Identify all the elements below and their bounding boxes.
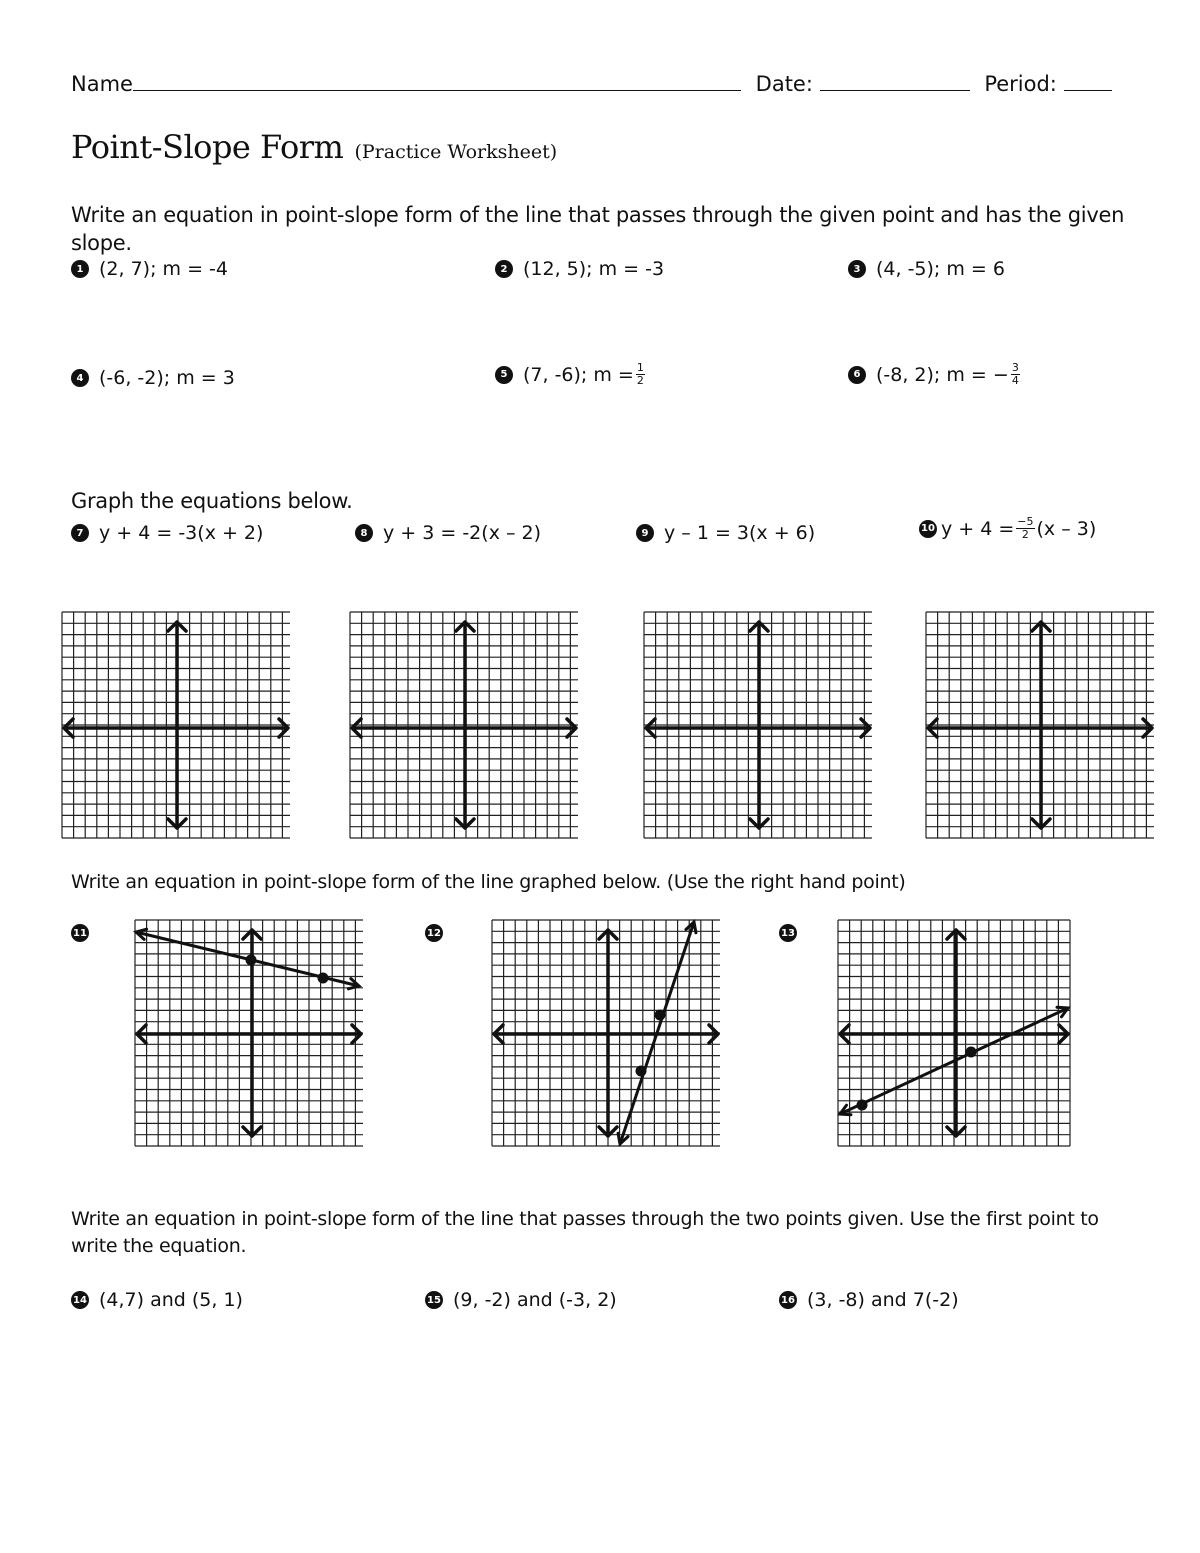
problem-1 (71, 258, 228, 280)
problem-5 (495, 362, 647, 387)
problem-3 (848, 258, 1005, 280)
problem-number: 3 (848, 260, 866, 278)
fraction-denominator: 4 (1011, 374, 1019, 387)
problem-text: (12, 5); m = -3 (523, 258, 665, 280)
problem-text: y – 1 = 3(x + 6) (664, 522, 816, 544)
title-sub: (Practice Worksheet) (354, 141, 558, 163)
grid-problem-8[interactable] (348, 610, 580, 840)
grid-problem-10[interactable] (924, 610, 1156, 840)
fraction-denominator: 2 (636, 374, 644, 387)
problem-text: (-8, 2); m = − (876, 363, 1009, 386)
problem-text: (9, -2) and (-3, 2) (453, 1289, 617, 1311)
problem-number: 11 (71, 924, 89, 942)
point-dot (636, 1066, 647, 1077)
date-field[interactable] (820, 72, 970, 91)
problem-8 (355, 522, 541, 544)
grid-problem-7[interactable] (60, 610, 292, 840)
problem-16 (779, 1289, 959, 1311)
problem-number: 16 (779, 1291, 797, 1309)
grid-problem-13 (836, 918, 1072, 1148)
header-line (71, 72, 1123, 96)
slope-fraction (1011, 362, 1020, 387)
period-label: Period: (984, 72, 1057, 96)
problem-number: 1 (71, 260, 89, 278)
fraction-numerator: −5 (1017, 515, 1034, 528)
point-dot (966, 1047, 977, 1058)
problem-number: 9 (636, 524, 654, 542)
problem-14 (71, 1289, 243, 1311)
problem-number: 7 (71, 524, 89, 542)
problem-text: (3, -8) and 7(-2) (807, 1289, 959, 1311)
section3-instruction: Write an equation in point-slope form of the line graphed below. (Use the right hand point) (71, 871, 906, 893)
problem-number: 6 (848, 366, 866, 384)
problem-number: 14 (71, 1291, 89, 1309)
slope-fraction (636, 362, 645, 387)
worksheet-title (71, 128, 557, 166)
fraction-denominator: 2 (1021, 528, 1029, 541)
grid-problem-9[interactable] (642, 610, 874, 840)
fraction-numerator: 3 (1011, 361, 1019, 374)
name-field[interactable] (133, 72, 741, 91)
problem-number: 12 (425, 924, 443, 942)
problem-text: (4, -5); m = 6 (876, 258, 1005, 280)
point-dot (655, 1010, 666, 1021)
problem-number: 8 (355, 524, 373, 542)
section2-instruction: Graph the equations below. (71, 489, 353, 513)
grid-problem-11 (133, 918, 365, 1148)
problem-number: 2 (495, 260, 513, 278)
problem-10 (919, 516, 1096, 541)
problem-text-end: (x – 3) (1036, 517, 1097, 540)
problem-number: 10 (919, 520, 937, 538)
problem-11 (71, 924, 99, 942)
date-label: Date: (755, 72, 813, 96)
problem-6 (848, 362, 1022, 387)
period-field[interactable] (1064, 72, 1112, 91)
problem-text: (4,7) and (5, 1) (99, 1289, 243, 1311)
problem-13 (779, 924, 807, 942)
problem-4 (71, 367, 235, 389)
problem-text: (2, 7); m = -4 (99, 258, 228, 280)
grid-problem-12 (490, 918, 722, 1148)
axes (494, 930, 718, 1136)
problem-7 (71, 522, 263, 544)
problem-9 (636, 522, 815, 544)
problem-number: 15 (425, 1291, 443, 1309)
problem-number: 4 (71, 369, 89, 387)
name-label: Name (71, 72, 133, 96)
point-dot (318, 973, 329, 984)
problem-number: 13 (779, 924, 797, 942)
section1-instruction: Write an equation in point-slope form of the line that passes through the given point and has the given slope. (71, 203, 1125, 255)
problem-text: (-6, -2); m = 3 (99, 367, 235, 389)
problem-2 (495, 258, 664, 280)
problem-text: y + 4 = -3(x + 2) (99, 522, 264, 544)
problem-number: 5 (495, 366, 513, 384)
problem-text: y + 4 = (941, 517, 1015, 540)
problem-text: y + 3 = -2(x – 2) (383, 522, 542, 544)
point-dot (246, 955, 257, 966)
point-dot (857, 1100, 868, 1111)
problem-text: (7, -6); m = (523, 363, 634, 386)
slope-fraction (1016, 516, 1034, 541)
problem-15 (425, 1289, 617, 1311)
problem-12 (425, 924, 453, 942)
fraction-numerator: 1 (636, 361, 644, 374)
section4-instruction: Write an equation in point-slope form of the line that passes through the two points given. Use the first point to write the equation. (71, 1208, 1099, 1257)
title-main: Point-Slope Form (71, 128, 344, 166)
